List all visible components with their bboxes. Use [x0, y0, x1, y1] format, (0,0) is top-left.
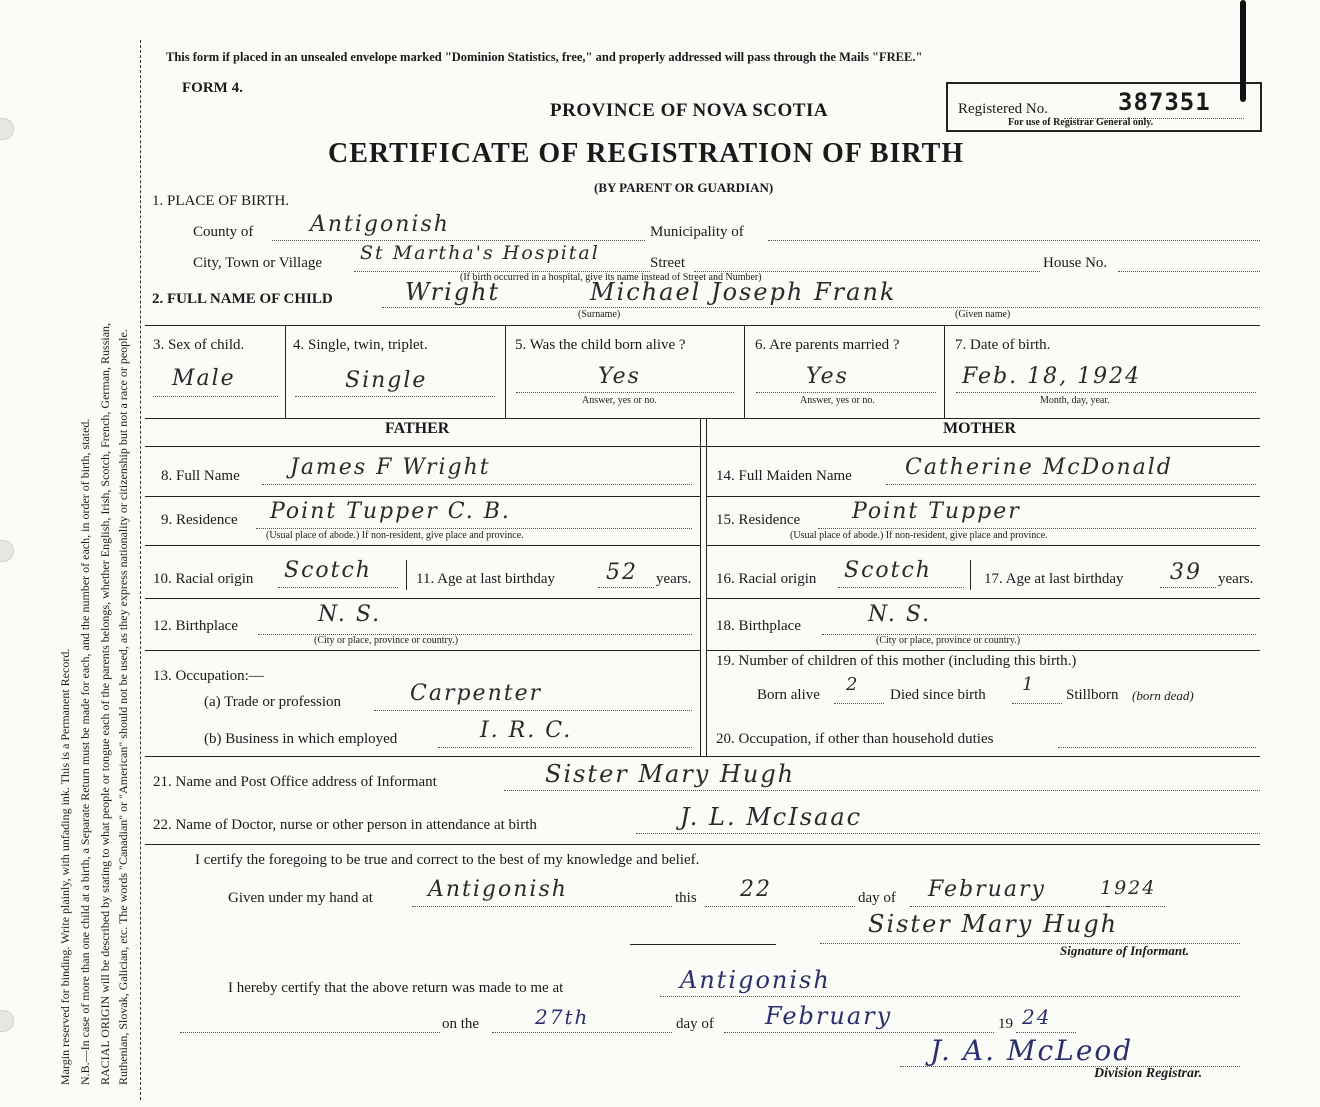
mother-birthplace-caption: (City or place, province or country.): [876, 635, 1021, 646]
children-count-label: 19. Number of children of this mother (including this birth.): [716, 653, 1077, 669]
father-residence-label: 9. Residence: [161, 512, 238, 528]
punch-hole: [0, 540, 14, 562]
birth-date-caption: Month, day, year.: [1040, 395, 1110, 406]
birth-date-label: 7. Date of birth.: [955, 337, 1051, 353]
occupation-label: 13. Occupation:—: [153, 668, 264, 684]
mother-age-label: 17. Age at last birthday: [984, 571, 1124, 587]
registrar-month: February: [765, 1002, 893, 1030]
father-age-label: 11. Age at last birthday: [416, 571, 555, 587]
registrar-day: 27th: [535, 1005, 590, 1029]
punch-hole: [0, 1010, 14, 1032]
hospital-note: (If birth occurred in a hospital, give its name instead of Street and Number): [460, 272, 762, 283]
form-number: FORM 4.: [182, 80, 243, 96]
registrar-signature: J. A. McLeod: [930, 1034, 1134, 1067]
given-under-hand-label: Given under my hand at: [228, 890, 373, 906]
mother-residence-value: Point Tupper: [852, 499, 1021, 524]
margin-note-3: RACIAL ORIGIN will be described by stating to what people or tongue each of the parents belongs, whether English, Irish, Scotch, French, German, Russian,: [98, 322, 112, 1085]
certificate-title: CERTIFICATE OF REGISTRATION OF BIRTH: [328, 138, 965, 169]
sex-value: Male: [172, 366, 236, 391]
father-birthplace-label: 12. Birthplace: [153, 618, 238, 634]
mother-heading: MOTHER: [943, 420, 1016, 437]
registrar-year-suffix: 24: [1022, 1005, 1052, 1029]
place-of-birth-label: 1. PLACE OF BIRTH.: [152, 193, 290, 209]
registrar-place: Antigonish: [680, 966, 831, 994]
this-label: this: [675, 890, 697, 906]
father-birthplace-caption: (City or place, province or country.): [314, 635, 459, 646]
binding-margin-line: [140, 40, 141, 1100]
born-alive-count-label: Born alive: [757, 687, 820, 703]
trade-label: (a) Trade or profession: [204, 694, 342, 710]
child-surname: Wright: [405, 278, 501, 306]
city-label: City, Town or Village: [193, 255, 323, 271]
registered-number: 387351: [1118, 88, 1211, 116]
trade-value: Carpenter: [410, 681, 543, 706]
mother-years-label: years.: [1218, 571, 1254, 587]
county-value: Antigonish: [310, 212, 450, 237]
mother-name-label: 14. Full Maiden Name: [716, 468, 852, 484]
parents-married-caption: Answer, yes or no.: [800, 395, 875, 406]
plurality-label: 4. Single, twin, triplet.: [293, 337, 428, 353]
house-number-label: House No.: [1043, 255, 1108, 271]
business-value: I. R. C.: [480, 718, 573, 743]
given-name-caption: (Given name): [955, 309, 1011, 320]
born-alive-count-value: 2: [846, 674, 860, 695]
registrar-note: For use of Registrar General only.: [1008, 117, 1154, 128]
registrar-year-prefix: 19: [998, 1016, 1013, 1032]
father-birthplace-value: N. S.: [318, 602, 382, 627]
father-name-value: James F Wright: [290, 455, 491, 480]
on-the-label: on the: [442, 1016, 480, 1032]
given-month-value: February: [928, 877, 1046, 902]
plurality-value: Single: [345, 368, 428, 393]
municipality-label: Municipality of: [650, 224, 744, 240]
sex-label: 3. Sex of child.: [153, 337, 245, 353]
certificate-subtitle: (BY PARENT OR GUARDIAN): [594, 180, 774, 195]
stillborn-note: (born dead): [1132, 688, 1194, 703]
mother-name-value: Catherine McDonald: [905, 455, 1173, 480]
street-label: Street: [650, 255, 685, 271]
mother-residence-caption: (Usual place of abode.) If non-resident, give place and province.: [790, 530, 1048, 541]
doctor-value: J. L. McIsaac: [680, 803, 863, 831]
mother-birthplace-value: N. S.: [868, 602, 932, 627]
informant-label: 21. Name and Post Office address of Informant: [153, 774, 437, 790]
mother-residence-label: 15. Residence: [716, 512, 801, 528]
father-residence-caption: (Usual place of abode.) If non-resident, give place and province.: [266, 530, 524, 541]
mother-racial-value: Scotch: [844, 558, 932, 583]
given-place-value: Antigonish: [428, 877, 568, 902]
surname-caption: (Surname): [578, 309, 621, 320]
father-age-value: 52: [606, 560, 638, 585]
registered-box: [946, 82, 1262, 132]
died-since-birth-value: 1: [1022, 674, 1036, 695]
registered-label: Registered No.: [958, 101, 1048, 117]
mail-notice: This form if placed in an unsealed envelope marked "Dominion Statistics, free," and properly addressed will pass through the Mails "FREE.": [166, 50, 923, 64]
certification-statement: I certify the foregoing to be true and correct to the best of my knowledge and belief.: [195, 852, 700, 868]
mother-age-value: 39: [1170, 560, 1202, 585]
mother-birthplace-label: 18. Birthplace: [716, 618, 801, 634]
father-name-label: 8. Full Name: [161, 468, 240, 484]
birth-date-value: Feb. 18, 1924: [962, 364, 1142, 389]
born-alive-value: Yes: [598, 364, 641, 389]
born-alive-caption: Answer, yes or no.: [582, 395, 657, 406]
child-given-name: Michael Joseph Frank: [590, 278, 897, 306]
father-racial-value: Scotch: [284, 558, 372, 583]
father-residence-value: Point Tupper C. B.: [270, 499, 511, 524]
mother-racial-label: 16. Racial origin: [716, 571, 817, 587]
registrar-statement: I hereby certify that the above return was made to me at: [228, 980, 564, 996]
punch-hole: [0, 118, 14, 140]
margin-note-4: Ruthenian, Slovak, Galician, etc. The words "Canadian" or "American" should not be used, as they express nationality or citizenship but not a race or people.: [116, 329, 130, 1085]
city-value: St Martha's Hospital: [360, 242, 600, 264]
parents-married-value: Yes: [806, 364, 849, 389]
day-of-label: day of: [858, 890, 896, 906]
business-label: (b) Business in which employed: [204, 731, 398, 747]
division-registrar-caption: Division Registrar.: [1094, 1066, 1203, 1081]
signature-caption: Signature of Informant.: [1060, 943, 1189, 958]
stillborn-label: Stillborn: [1066, 687, 1119, 703]
mother-occupation-label: 20. Occupation, if other than household duties: [716, 731, 994, 747]
given-day-value: 22: [740, 877, 772, 902]
registrar-day-of-label: day of: [676, 1016, 714, 1032]
informant-signature: Sister Mary Hugh: [868, 910, 1119, 938]
county-label: County of: [193, 224, 254, 240]
ink-stroke: [1240, 0, 1246, 102]
margin-note-2: N.B.—In case of more than one child at a birth, a Separate Return must be made for each, and the number of each, in order of birth, stated.: [78, 418, 92, 1085]
province-heading: PROVINCE OF NOVA SCOTIA: [550, 100, 829, 121]
child-name-label: 2. FULL NAME OF CHILD: [152, 291, 333, 307]
father-years-label: years.: [656, 571, 692, 587]
margin-note-1: Margin reserved for binding. Write plainly, with unfading ink. This is a Permanent Record.: [58, 648, 72, 1085]
given-year-value: 1924: [1100, 877, 1157, 899]
doctor-label: 22. Name of Doctor, nurse or other person in attendance at birth: [153, 817, 537, 833]
informant-value: Sister Mary Hugh: [545, 760, 796, 788]
died-since-birth-label: Died since birth: [890, 687, 986, 703]
father-racial-label: 10. Racial origin: [153, 571, 254, 587]
parents-married-label: 6. Are parents married ?: [755, 337, 900, 353]
father-heading: FATHER: [385, 420, 450, 437]
born-alive-label: 5. Was the child born alive ?: [515, 337, 686, 353]
